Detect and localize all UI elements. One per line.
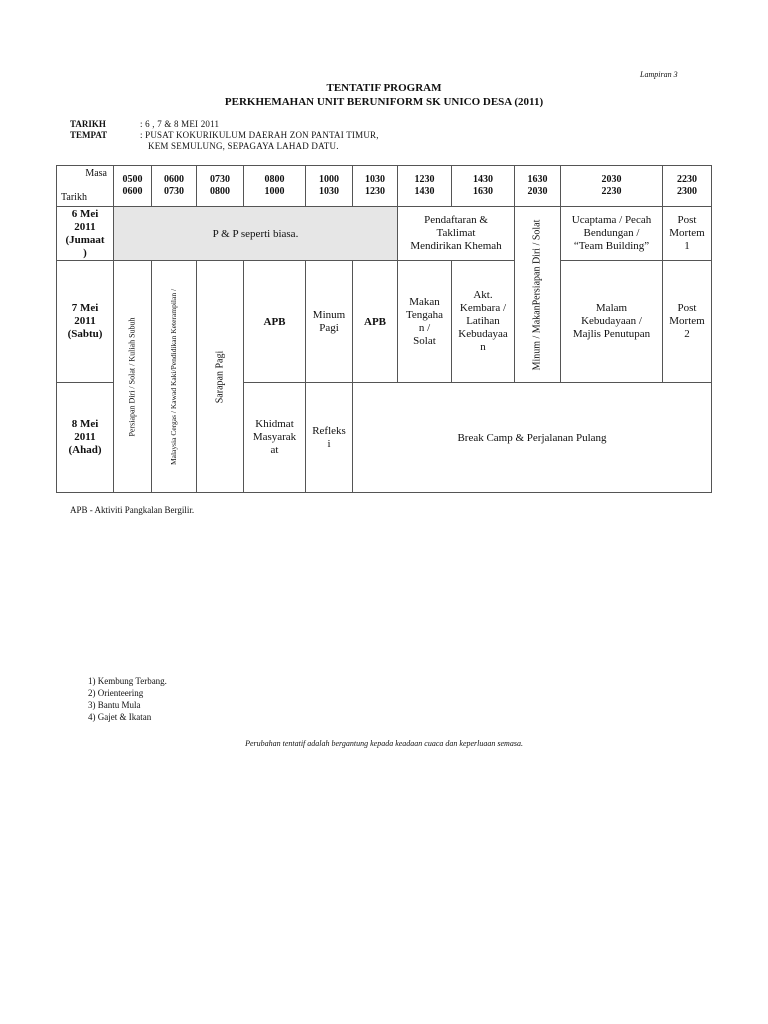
- time-header: 2030 2230: [560, 165, 663, 207]
- sarapan-cell: [196, 260, 244, 493]
- post-mortem-2: Post Mortem 2: [662, 260, 712, 383]
- title-line1: TENTATIF PROGRAM: [326, 82, 442, 94]
- refleksi-cell: Refleks i: [305, 382, 353, 493]
- footnote: Perubahan tentatif adalah bergantung kepada keadaan cuaca dan keperluaan semasa.: [245, 739, 523, 748]
- akt-kembara-cell: Akt. Kembara / Latihan Kebudayaa n: [451, 260, 515, 383]
- break-camp-cell: Break Camp & Perjalanan Pulang: [352, 382, 712, 493]
- list-item: 3) Bantu Mula: [88, 700, 141, 710]
- list-item: 2) Orienteering: [88, 688, 144, 698]
- sarapan-text: Sarapan Pagi: [214, 350, 225, 403]
- corner-tarikh: Tarikh: [61, 192, 87, 203]
- time-header: 1030 1230: [352, 165, 398, 207]
- minum-pagi-cell: Minum Pagi: [305, 260, 353, 383]
- tempat-label: TEMPAT: [70, 130, 108, 140]
- makan-tengahari-cell: Makan Tengaha n / Solat: [397, 260, 452, 383]
- tarikh-value: : 6 , 7 & 8 MEI 2011: [140, 119, 220, 129]
- date-cell-8mei: 8 Mei 2011 (Ahad): [56, 382, 114, 493]
- time-header: 0600 0730: [151, 165, 197, 207]
- date-cell-7mei: 7 Mei 2011 (Sabtu): [56, 260, 114, 383]
- apb-cell-1: APB: [243, 260, 306, 383]
- time-header: 1230 1430: [397, 165, 452, 207]
- time-header: 1630 2030: [514, 165, 561, 207]
- time-header: 0800 1000: [243, 165, 306, 207]
- time-header: 0730 0800: [196, 165, 244, 207]
- apb-cell-2: APB: [352, 260, 398, 383]
- time-header: 1000 1030: [305, 165, 353, 207]
- lampiran-label: Lampiran 3: [640, 70, 678, 79]
- pp-seperti-biasa: P & P seperti biasa.: [113, 206, 398, 261]
- apb-note: APB - Aktiviti Pangkalan Bergilir.: [70, 505, 195, 515]
- corner-masa: Masa: [85, 168, 107, 179]
- ucaptama-cell: Ucaptama / Pecah Bendungan / “Team Building”: [560, 206, 663, 261]
- date-cell-6mei: 6 Mei 2011 (Jumaat ): [56, 206, 114, 261]
- minum-malam-cell: [514, 206, 561, 383]
- corner-diagonal: [57, 166, 115, 208]
- tarikh-label: TARIKH: [70, 119, 106, 129]
- list-item: 1) Kembung Terbang.: [88, 676, 167, 686]
- time-header: 2230 2300: [662, 165, 712, 207]
- tempat-line1: : PUSAT KOKURIKULUM DAERAH ZON PANTAI TIMUR,: [140, 130, 379, 140]
- tempat-line2: KEM SEMULUNG, SEPAGAYA LAHAD DATU.: [148, 141, 339, 151]
- time-header: 1430 1630: [451, 165, 515, 207]
- malaysia-cergas-cell: [151, 260, 197, 493]
- post-mortem-1: Post Mortem 1: [662, 206, 712, 261]
- minum-malam-text: Minum / MakanPersiapan Diri / Solat: [531, 219, 543, 370]
- schedule-table: [56, 165, 712, 493]
- corner-cell: [56, 165, 114, 207]
- khidmat-masyarakat-cell: Khidmat Masyarak at: [243, 382, 306, 493]
- malaysia-cergas-text: Malaysia Cergas / Kawad Kaki/Pendidikan Keterampilan /: [169, 288, 179, 465]
- pendaftaran-cell: Pendaftaran & Taklimat Mendirikan Khemah: [397, 206, 515, 261]
- malam-kebudayaan-cell: Malam Kebudayaan / Majlis Penutupan: [560, 260, 663, 383]
- time-header: 0500 0600: [113, 165, 152, 207]
- persiapan-text: Persiapan Diri / Solat / Kuliah Subuh: [127, 316, 137, 437]
- title-line2: PERKHEMAHAN UNIT BERUNIFORM SK UNICO DESA (2011): [224, 96, 544, 108]
- list-item: 4) Gajet & Ikatan: [88, 712, 152, 722]
- persiapan-cell: [113, 260, 152, 493]
